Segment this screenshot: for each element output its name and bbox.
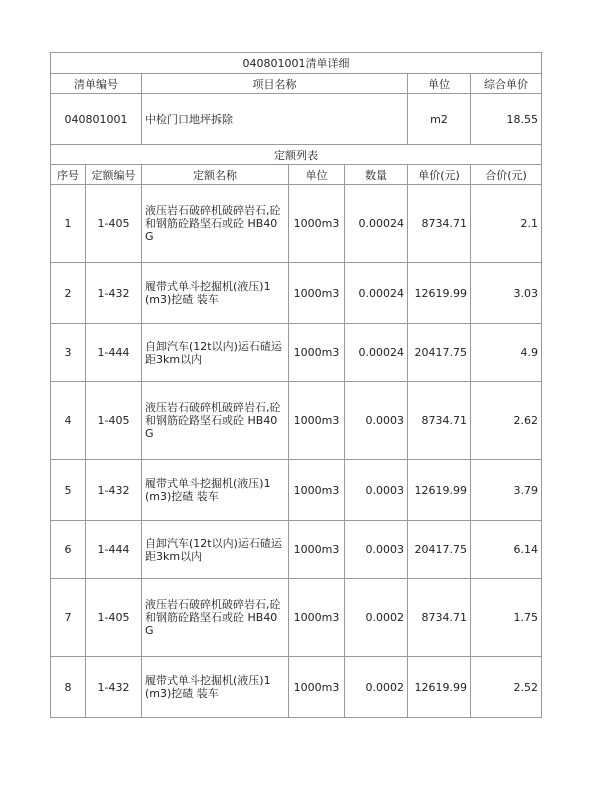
quota-title-row <box>51 145 542 165</box>
row-unit: 1000m3 <box>289 579 345 657</box>
bill-detail-table <box>50 52 542 718</box>
table-row <box>51 521 542 579</box>
table-row <box>51 579 542 657</box>
row-unit: 1000m3 <box>289 521 345 579</box>
list-header-row <box>51 74 542 94</box>
row-code: 1-405 <box>86 579 142 657</box>
row-unit: 1000m3 <box>289 185 345 263</box>
seq-header: 序号 <box>51 165 86 185</box>
row-name: 自卸汽车(12t以内)运石碴运距3km以内 <box>142 324 289 382</box>
row-price: 20417.75 <box>408 324 471 382</box>
row-code: 1-405 <box>86 382 142 460</box>
title-row <box>51 53 542 74</box>
row-seq: 1 <box>51 185 86 263</box>
price-header: 单价(元) <box>408 165 471 185</box>
row-price: 12619.99 <box>408 460 471 521</box>
list-code-header: 清单编号 <box>51 74 142 94</box>
quota-code-header: 定额编号 <box>86 165 142 185</box>
row-qty: 0.0002 <box>345 657 408 718</box>
row-qty: 0.00024 <box>345 263 408 324</box>
row-qty: 0.0003 <box>345 521 408 579</box>
row-price: 20417.75 <box>408 521 471 579</box>
row-seq: 5 <box>51 460 86 521</box>
quota-title: 定额列表 <box>51 145 542 165</box>
row-name: 履带式单斗挖掘机(液压)1(m3)挖碴 装车 <box>142 657 289 718</box>
row-price: 8734.71 <box>408 382 471 460</box>
row-code: 1-432 <box>86 657 142 718</box>
qty-header: 数量 <box>345 165 408 185</box>
row-qty: 0.00024 <box>345 324 408 382</box>
row-unit: 1000m3 <box>289 324 345 382</box>
row-total: 4.9 <box>471 324 542 382</box>
row-unit: 1000m3 <box>289 657 345 718</box>
list-item-unit: m2 <box>408 94 471 145</box>
row-price: 12619.99 <box>408 263 471 324</box>
list-name-header: 项目名称 <box>142 74 408 94</box>
row-code: 1-432 <box>86 263 142 324</box>
row-code: 1-444 <box>86 521 142 579</box>
row-total: 3.03 <box>471 263 542 324</box>
row-name: 履带式单斗挖掘机(液压)1(m3)挖碴 装车 <box>142 263 289 324</box>
row-total: 2.52 <box>471 657 542 718</box>
list-item-code: 040801001 <box>51 94 142 145</box>
row-total: 2.62 <box>471 382 542 460</box>
row-seq: 7 <box>51 579 86 657</box>
row-code: 1-405 <box>86 185 142 263</box>
row-seq: 8 <box>51 657 86 718</box>
row-total: 1.75 <box>471 579 542 657</box>
row-unit: 1000m3 <box>289 460 345 521</box>
total-header: 合价(元) <box>471 165 542 185</box>
quota-header-row <box>51 165 542 185</box>
list-item-price: 18.55 <box>471 94 542 145</box>
table-row <box>51 382 542 460</box>
row-code: 1-432 <box>86 460 142 521</box>
row-price: 8734.71 <box>408 579 471 657</box>
row-unit: 1000m3 <box>289 382 345 460</box>
row-total: 6.14 <box>471 521 542 579</box>
row-name: 自卸汽车(12t以内)运石碴运距3km以内 <box>142 521 289 579</box>
row-total: 2.1 <box>471 185 542 263</box>
row-code: 1-444 <box>86 324 142 382</box>
row-qty: 0.0003 <box>345 382 408 460</box>
list-item-name: 中检门口地坪拆除 <box>142 94 408 145</box>
table-row <box>51 185 542 263</box>
table-row <box>51 324 542 382</box>
row-seq: 2 <box>51 263 86 324</box>
row-name: 履带式单斗挖掘机(液压)1(m3)挖碴 装车 <box>142 460 289 521</box>
row-price: 8734.71 <box>408 185 471 263</box>
table-row <box>51 263 542 324</box>
list-unit-header: 单位 <box>408 74 471 94</box>
row-qty: 0.0003 <box>345 460 408 521</box>
table-title: 040801001清单详细 <box>51 53 542 74</box>
quota-name-header: 定额名称 <box>142 165 289 185</box>
row-unit: 1000m3 <box>289 263 345 324</box>
row-seq: 3 <box>51 324 86 382</box>
row-name: 液压岩石破碎机破碎岩石,砼和钢筋砼路坚石或砼 HB40G <box>142 579 289 657</box>
table-row <box>51 460 542 521</box>
row-name: 液压岩石破碎机破碎岩石,砼和钢筋砼路坚石或砼 HB40G <box>142 185 289 263</box>
unit-header: 单位 <box>289 165 345 185</box>
row-qty: 0.0002 <box>345 579 408 657</box>
row-qty: 0.00024 <box>345 185 408 263</box>
table-row <box>51 657 542 718</box>
row-name: 液压岩石破碎机破碎岩石,砼和钢筋砼路坚石或砼 HB40G <box>142 382 289 460</box>
row-seq: 6 <box>51 521 86 579</box>
row-total: 3.79 <box>471 460 542 521</box>
row-price: 12619.99 <box>408 657 471 718</box>
row-seq: 4 <box>51 382 86 460</box>
list-item-row <box>51 94 542 145</box>
list-price-header: 综合单价 <box>471 74 542 94</box>
